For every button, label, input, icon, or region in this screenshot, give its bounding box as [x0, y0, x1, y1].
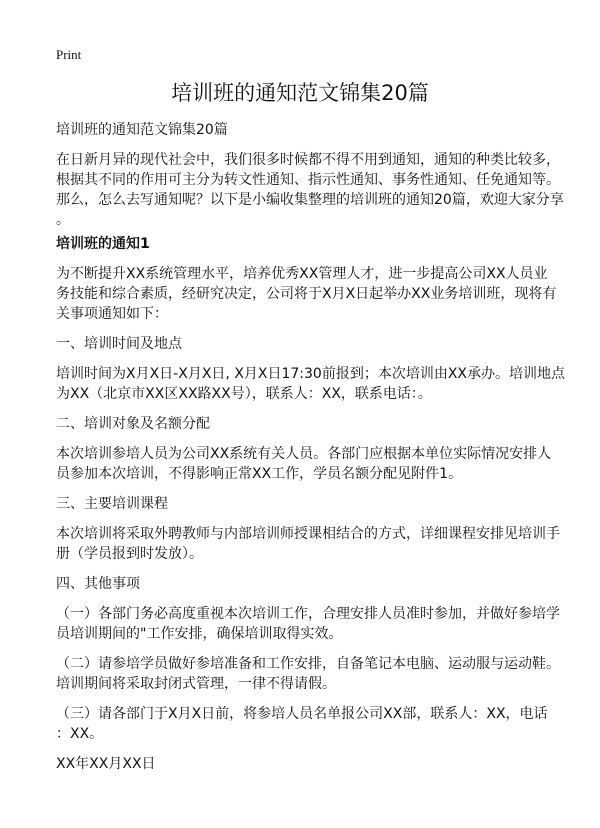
intro-paragraph — [56, 150, 564, 230]
section3-heading: 三、主要培训课程 — [56, 496, 168, 512]
line: （三）请各部门于X月X日前，将参培人员名单报公司XX部，联系人：XX，电话 — [56, 706, 548, 722]
notice1-heading: 培训班的通知1 — [56, 236, 150, 252]
line: 在日新月异的现代社会中，我们很多时候都不得不用到通知，通知的种类比较多， — [56, 152, 560, 168]
line: 根据其不同的作用可主分为转文性通知、指示性通知、事务性通知、任免通知等。 — [56, 172, 560, 188]
line: （二）请参培学员做好参培准备和工作安排，自备笔记本电脑、运动服与运动鞋。 — [56, 656, 560, 672]
line: 关事项通知如下： — [56, 306, 168, 322]
notice1-intro — [56, 264, 556, 324]
item-1 — [56, 604, 560, 644]
line: ：XX。 — [56, 726, 104, 742]
line: 本次培训将采取外聘教师与内部培训师授课相结合的方式，详细课程安排见培训手 — [56, 526, 560, 542]
line: 员参加本次培训，不得影响正常XX工作，学员名额分配见附件1。 — [56, 466, 463, 482]
print-link[interactable]: Print — [56, 47, 82, 62]
line: 本次培训参培人员为公司XX系统有关人员。各部门应根据本单位实际情况安排人 — [56, 446, 552, 462]
section1-body — [56, 364, 566, 404]
subtitle: 培训班的通知范文锦集20篇 — [56, 122, 228, 138]
line: 为不断提升XX系统管理水平，培养优秀XX管理人才，进一步提高公司XX人员业 — [56, 266, 548, 282]
section2-heading: 二、培训对象及名额分配 — [56, 416, 210, 432]
line: 那么，怎么去写通知呢？以下是小编收集整理的培训班的通知20篇，欢迎大家分享 — [56, 192, 564, 208]
page-title: 培训班的通知范文锦集20篇 — [171, 81, 429, 105]
line: 员培训期间的"工作安排，确保培训取得实效。 — [56, 626, 343, 642]
section2-body — [56, 444, 556, 484]
section1-heading: 一、培训时间及地点 — [56, 336, 182, 352]
section3-body — [56, 524, 560, 564]
line: 培训时间为X月X日-X月X日, X月X日17:30前报到；本次培训由XX承办。培训地点 — [56, 366, 566, 382]
section4-heading: 四、其他事项 — [56, 576, 140, 592]
line: 册（学员报到时发放）。 — [56, 546, 203, 562]
line: （一）各部门务必高度重视本次培训工作，合理安排人员准时参加，并做好参培学 — [56, 606, 560, 622]
line: 为XX（北京市XX区XX路XX号），联系人：XX，联系电话：。 — [56, 386, 432, 402]
line: 培训期间将采取封闭式管理，一律不得请假。 — [56, 676, 336, 692]
item-2 — [56, 654, 560, 694]
item-3 — [56, 704, 556, 744]
line: 。 — [56, 212, 70, 228]
date-line: XX年XX月XX日 — [56, 756, 156, 772]
line: 务技能和综合素质，经研究决定，公司将于X月X日起举办XX业务培训班，现将有 — [56, 286, 557, 302]
